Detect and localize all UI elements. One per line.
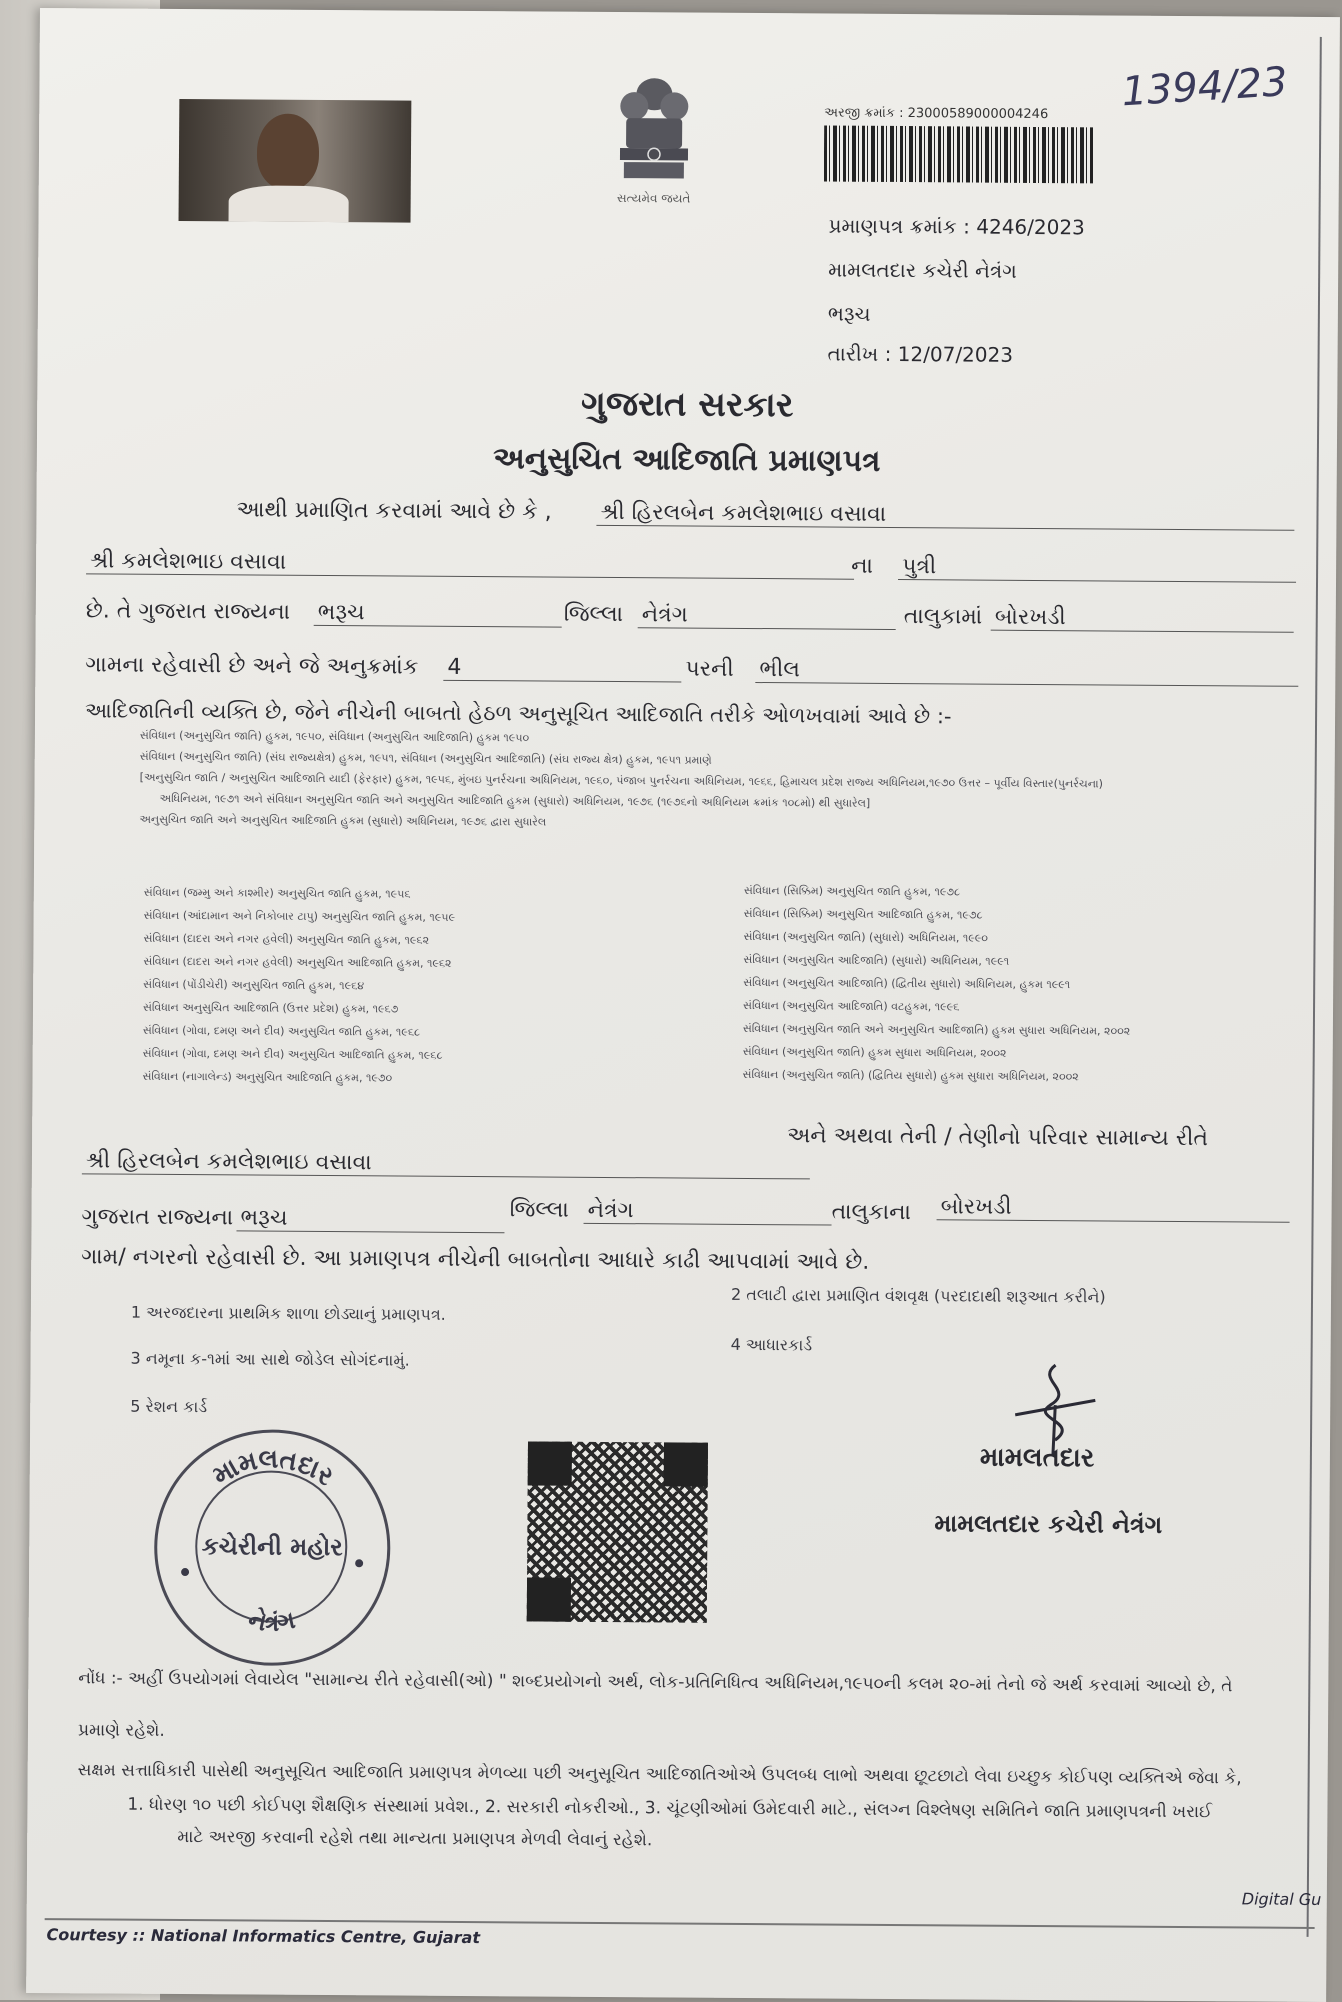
date-line <box>828 342 1014 367</box>
handwritten-number: 1394/23 <box>1120 58 1289 116</box>
father-name: શ્રી કમલેશભાઇ વસાવા <box>86 548 854 579</box>
order-line: સંવિધાન (આંદામાન અને નિકોબાર ટાપુ) અનુસુચિત જાતિ હુકમ, ૧૯૫૯ <box>143 908 456 924</box>
office-seal <box>153 1429 391 1667</box>
note-3: 1. ધોરણ ૧૦ પછી કોઈપણ શૈક્ષણિક સંસ્થામાં પ્રવેશ., 2. સરકારી નોકરીઓ., 3. ચૂંટણીઓમાં ઉમેદવારી માટે., સંલગ્ન વિશ્લેષણ સમિતિને જાતિ પ્રમાણપત્રની ખરાઈ <box>127 1794 1213 1823</box>
order-line: સંવિધાન (દાદરા અને નગર હવેલી) અનુસુચિત આદિજાતિ હુકમ, ૧૯૬૨ <box>143 954 452 970</box>
applicant-photo <box>179 99 412 223</box>
certificate-title: અનુસુચિત આદિજાતિ પ્રમાણપત્ર <box>493 441 881 479</box>
note-1: નોંધ :- અહીં ઉપયોગમાં લેવાયેલ "સામાન્ય રીતે રહેવાસી(ઓ) " શબ્દપ્રયોગનો અર્થ, લોક-પ્રતિનિધિત્વ અધિનિયમ,૧૯૫૦ની કલમ ૨૦-માં તેનો જે અર્થ કરવામાં આવ્યો છે, તે <box>78 1668 1233 1697</box>
resident-prefix: ગામના રહેવાસી છે અને જે અનુક્રમાંક <box>85 652 419 680</box>
serial-number: 4 <box>443 655 681 683</box>
per-label: પરની <box>685 656 734 682</box>
certificate-page <box>26 8 1340 2002</box>
order-line: સંવિધાન (સિક્કિમ) અનુસુચિત આદિજાતિ હુકમ, ૧૯૭૮ <box>743 906 983 922</box>
certificate-number-label: પ્રમાણપત્ર ક્રમાંક : <box>828 213 971 239</box>
office-name: મામલતદાર કચેરી નેત્રંગ <box>828 257 1017 283</box>
signatory-office: મામલતદાર કચેરી નેત્રંગ <box>934 1509 1163 1539</box>
seal-lettering <box>156 1432 388 1664</box>
order-line: સંવિધાન (નાગાલેન્ડ) અનુસુચિત આદિજાતિ હુકમ, ૧૯૭૦ <box>142 1069 393 1085</box>
taluka-value: નેત્રંગ <box>638 602 896 630</box>
application-number: અરજી ક્રમાંક : 23000589000004246 <box>824 105 1049 123</box>
relation: પુત્રી <box>898 554 1296 583</box>
order-line: સંવિધાન (અનુસુચિત જાતિ) (સંઘ રાજ્યક્ષેત્ર) હુકમ, ૧૯૫૧, સંવિધાન (અનુસુચિત આદિજાતિ) (સંઘ રાજ્ય ક્ષેત્ર) હુકમ, ૧૯૫૧ પ્રમાણે <box>139 749 712 767</box>
barcode <box>824 125 1094 183</box>
applicant-name: શ્રી હિરલબેન કમલેશભાઇ વસાવા <box>596 500 1294 531</box>
digital-gujarat-label: Digital Gu <box>1241 1889 1322 1909</box>
family-text: અને અથવા તેની / તેણીનો પરિવાર સામાન્ય રીતે <box>787 1123 1209 1152</box>
issue-date: 12/07/2023 <box>897 341 1014 367</box>
order-line: સંવિધાન (અનુસુચિત જાતિ અને અનુસુચિત આદિજાતિ) હુકમ સુધારા અધિનિયમ, ૨૦૦૨ <box>742 1021 1131 1038</box>
order-line: [અનુસુચિત જાતિ / અનુસુચિત આદિજાતિ યાદી (ફેરફાર) હુકમ, ૧૯૫૬, મુંબઇ પુનર્રચના અધિનિયમ, ૧૯૬૦, પંજાબ પુનર્રચના અધિનિયમ, ૧૯૬૬, હિમાચલ પ્રદેશ રાજ્ય અધિનિયમ,૧૯૭૦ ઉત્તર – પૂર્વીય વિસ્તાર(પુનર્રચના) <box>139 770 1103 791</box>
orders-left-column <box>142 881 643 1091</box>
residence-village: બોરખડી <box>937 1194 1290 1222</box>
emblem-caption: સત્યમેવ જયતે <box>616 191 691 206</box>
certificate-number-line <box>828 214 1085 240</box>
order-line: સંવિધાન (અનુસુચિત જાતિ) (દ્વિતિય સુધારો) હુકમ સુધારા અધિનિયમ, ૨૦૦૨ <box>742 1067 1079 1084</box>
order-line: સંવિધાન (દાદરા અને નગર હવેલી) અનુસુચિત જાતિ હુકમ, ૧૯૬૨ <box>143 931 430 947</box>
seal-bottom-text: નેત્રંગ <box>245 1605 298 1637</box>
svg-text:નેત્રંગ <box>246 1604 298 1637</box>
note-4: માટે અરજી કરવાની રહેશે તથા માન્યતા પ્રમાણપત્ર મેળવી લેવાનું રહેશે. <box>177 1827 653 1851</box>
basis-text: ગામ/ નગરનો રહેવાસી છે. આ પ્રમાણપત્ર નીચેની બાબતોના આધારે કાઢી આપવામાં આવે છે. <box>81 1244 870 1275</box>
courtesy-text: Courtesy :: National Informatics Centre, Gujarat <box>46 1925 481 1948</box>
note-2: સક્ષમ સત્તાધિકારી પાસેથી અનુસૂચિત આદિજાતિ પ્રમાણપત્ર મેળવ્યા પછી અનુસૂચિત આદિજાતિઓએ ઉપલબ્ધ લાભો અથવા છૂટછાટો લેવા ઇચ્છુક કોઈપણ વ્યક્તિએ જેવા કે, <box>77 1760 1242 1789</box>
order-line: અધિનિયમ, ૧૯૭૧ અને સંવિધાન અનુસુચિત જાતિ અને અનુસુચિત આદિજાતિ હુકમ (સુધારો) અધિનિયમ, ૧૯૭૬ (૧૯૭૬નો અધિનિયમ ક્રમાંક ૧૦૮મો) થી સુધારેલ] <box>159 791 871 810</box>
order-line: સંવિધાન (પોંડીચેરી) અનુસુચિત જાતિ હુકમ, ૧૯૬૪ <box>143 977 365 993</box>
na-label: ના <box>851 553 873 579</box>
order-line: સંવિધાન (જમ્મુ અને કાશ્મીર) અનુસુચિત જાતિ હુકમ, ૧૯૫૬ <box>143 885 411 901</box>
national-emblem <box>599 72 710 213</box>
taluka-label: તાલુકામાં <box>903 604 983 630</box>
order-line: સંવિધાન (અનુસુચિત જાતિ) (સુધારો) અધિનિયમ, ૧૯૯૦ <box>743 929 988 945</box>
seal-top-text: મામલતદાર <box>207 1444 339 1493</box>
order-line: સંવિધાન (અનુસુચિત આદિજાતિ) (સુધારો) અધિનિયમ, ૧૯૯૧ <box>743 952 1010 968</box>
district-label: જિલ્લા <box>563 601 624 628</box>
signatory-title: મામલતદાર <box>979 1442 1095 1474</box>
order-line: સંવિધાન અનુસુચિત આદિજાતિ (ઉત્તર પ્રદેશ) હુકમ, ૧૯૬૭ <box>142 1000 399 1016</box>
order-line: સંવિધાન (ગોવા, દમણ અને દીવ) અનુસુચિત આદિજાતિ હુકમ, ૧૯૬૮ <box>142 1046 443 1062</box>
residence-name: શ્રી હિરલબેન કમલેશભાઇ વસાવા <box>82 1148 810 1179</box>
note-1-continued: પ્રમાણે રહેશે. <box>77 1720 165 1741</box>
order-line: સંવિધાન (અનુસુચિત જાતિ) હુકમ સુધારા અધિનિયમ, ૨૦૦૨ <box>742 1044 1007 1060</box>
document-item: 2 તલાટી દ્વારા પ્રમાણિત વંશવૃક્ષ (પરદાદાથી શરૂઆત કરીને) <box>730 1284 1106 1307</box>
tribe-name: ભીલ <box>755 657 1298 687</box>
certificate-number: 4246/2023 <box>976 214 1085 240</box>
government-title: ગુજરાત સરકાર <box>580 383 794 426</box>
document-item: 3 નમૂના ક-૧માં આ સાથે જોડેલ સોગંદનામું. <box>130 1348 410 1370</box>
ashoka-emblem-icon <box>604 72 705 188</box>
order-line: અનુસુચિત જાતિ અને અનુસુચિત આદિજાતિ હુકમ (સુધારો) અધિનિયમ, ૧૯૭૬ દ્વારા સુધારેલ <box>139 812 547 829</box>
residence-state-prefix: ગુજરાત રાજ્યના <box>81 1204 234 1231</box>
order-line: સંવિધાન (અનુસુચિત જાતિ) હુકમ, ૧૯૫૦, સંવિધાન (અનુસુચિત આદિજાતિ) હુકમ ૧૯૫૦ <box>139 728 530 745</box>
residence-taluka-label: તાલુકાના <box>831 1199 912 1226</box>
order-line: સંવિધાન (સિક્કિમ) અનુસુચિત જાતિ હુકમ, ૧૯૭૮ <box>743 883 961 899</box>
residence-taluka: નેત્રંગ <box>584 1198 832 1226</box>
document-item: 4 આધારકાર્ડ <box>730 1334 813 1355</box>
document-item: 5 રેશન કાર્ડ <box>130 1396 208 1417</box>
order-line: સંવિધાન (અનુસુચિત આદિજાતિ) (દ્વિતીય સુધારો) અધિનિયમ, હુકમ ૧૯૯૧ <box>743 975 1071 992</box>
office-district: ભરૂચ <box>827 301 871 326</box>
orders-main <box>139 725 1290 838</box>
residence-district-label: જિલ્લા <box>509 1197 569 1223</box>
orders-right-column <box>742 879 1283 1090</box>
village-value: બોરખડી <box>991 605 1294 633</box>
certify-prefix: આથી પ્રમાણિત કરવામાં આવે છે કે , <box>236 497 552 525</box>
district-value: ભરૂચ <box>314 600 562 628</box>
document-item: 1 અરજદારના પ્રાથમિક શાળા છોડ્યાનું પ્રમાણપત્ર. <box>130 1302 446 1324</box>
order-line: સંવિધાન (અનુસુચિત આદિજાતિ) વટહુકમ, ૧૯૯૬ <box>743 998 960 1014</box>
seal-middle-text: કચેરીની મહોર <box>201 1532 343 1562</box>
date-label: તારીખ : <box>827 341 892 366</box>
svg-text:મામલતદાર <box>208 1444 340 1493</box>
qr-code <box>527 1441 708 1622</box>
order-line: સંવિધાન (ગોવા, દમણ અને દીવ) અનુસુચિત જાતિ હુકમ, ૧૯૬૮ <box>142 1023 421 1039</box>
residence-district: ભરૂચ <box>236 1205 504 1233</box>
state-prefix: છે. તે ગુજરાત રાજ્યના <box>85 598 291 625</box>
tribe-sentence: આદિજાતિની વ્યક્તિ છે, જેને નીચેની બાબતો હેઠળ અનુસૂચિત આદિજાતિ તરીકે ઓળખવામાં આવે છે :- <box>85 698 952 729</box>
